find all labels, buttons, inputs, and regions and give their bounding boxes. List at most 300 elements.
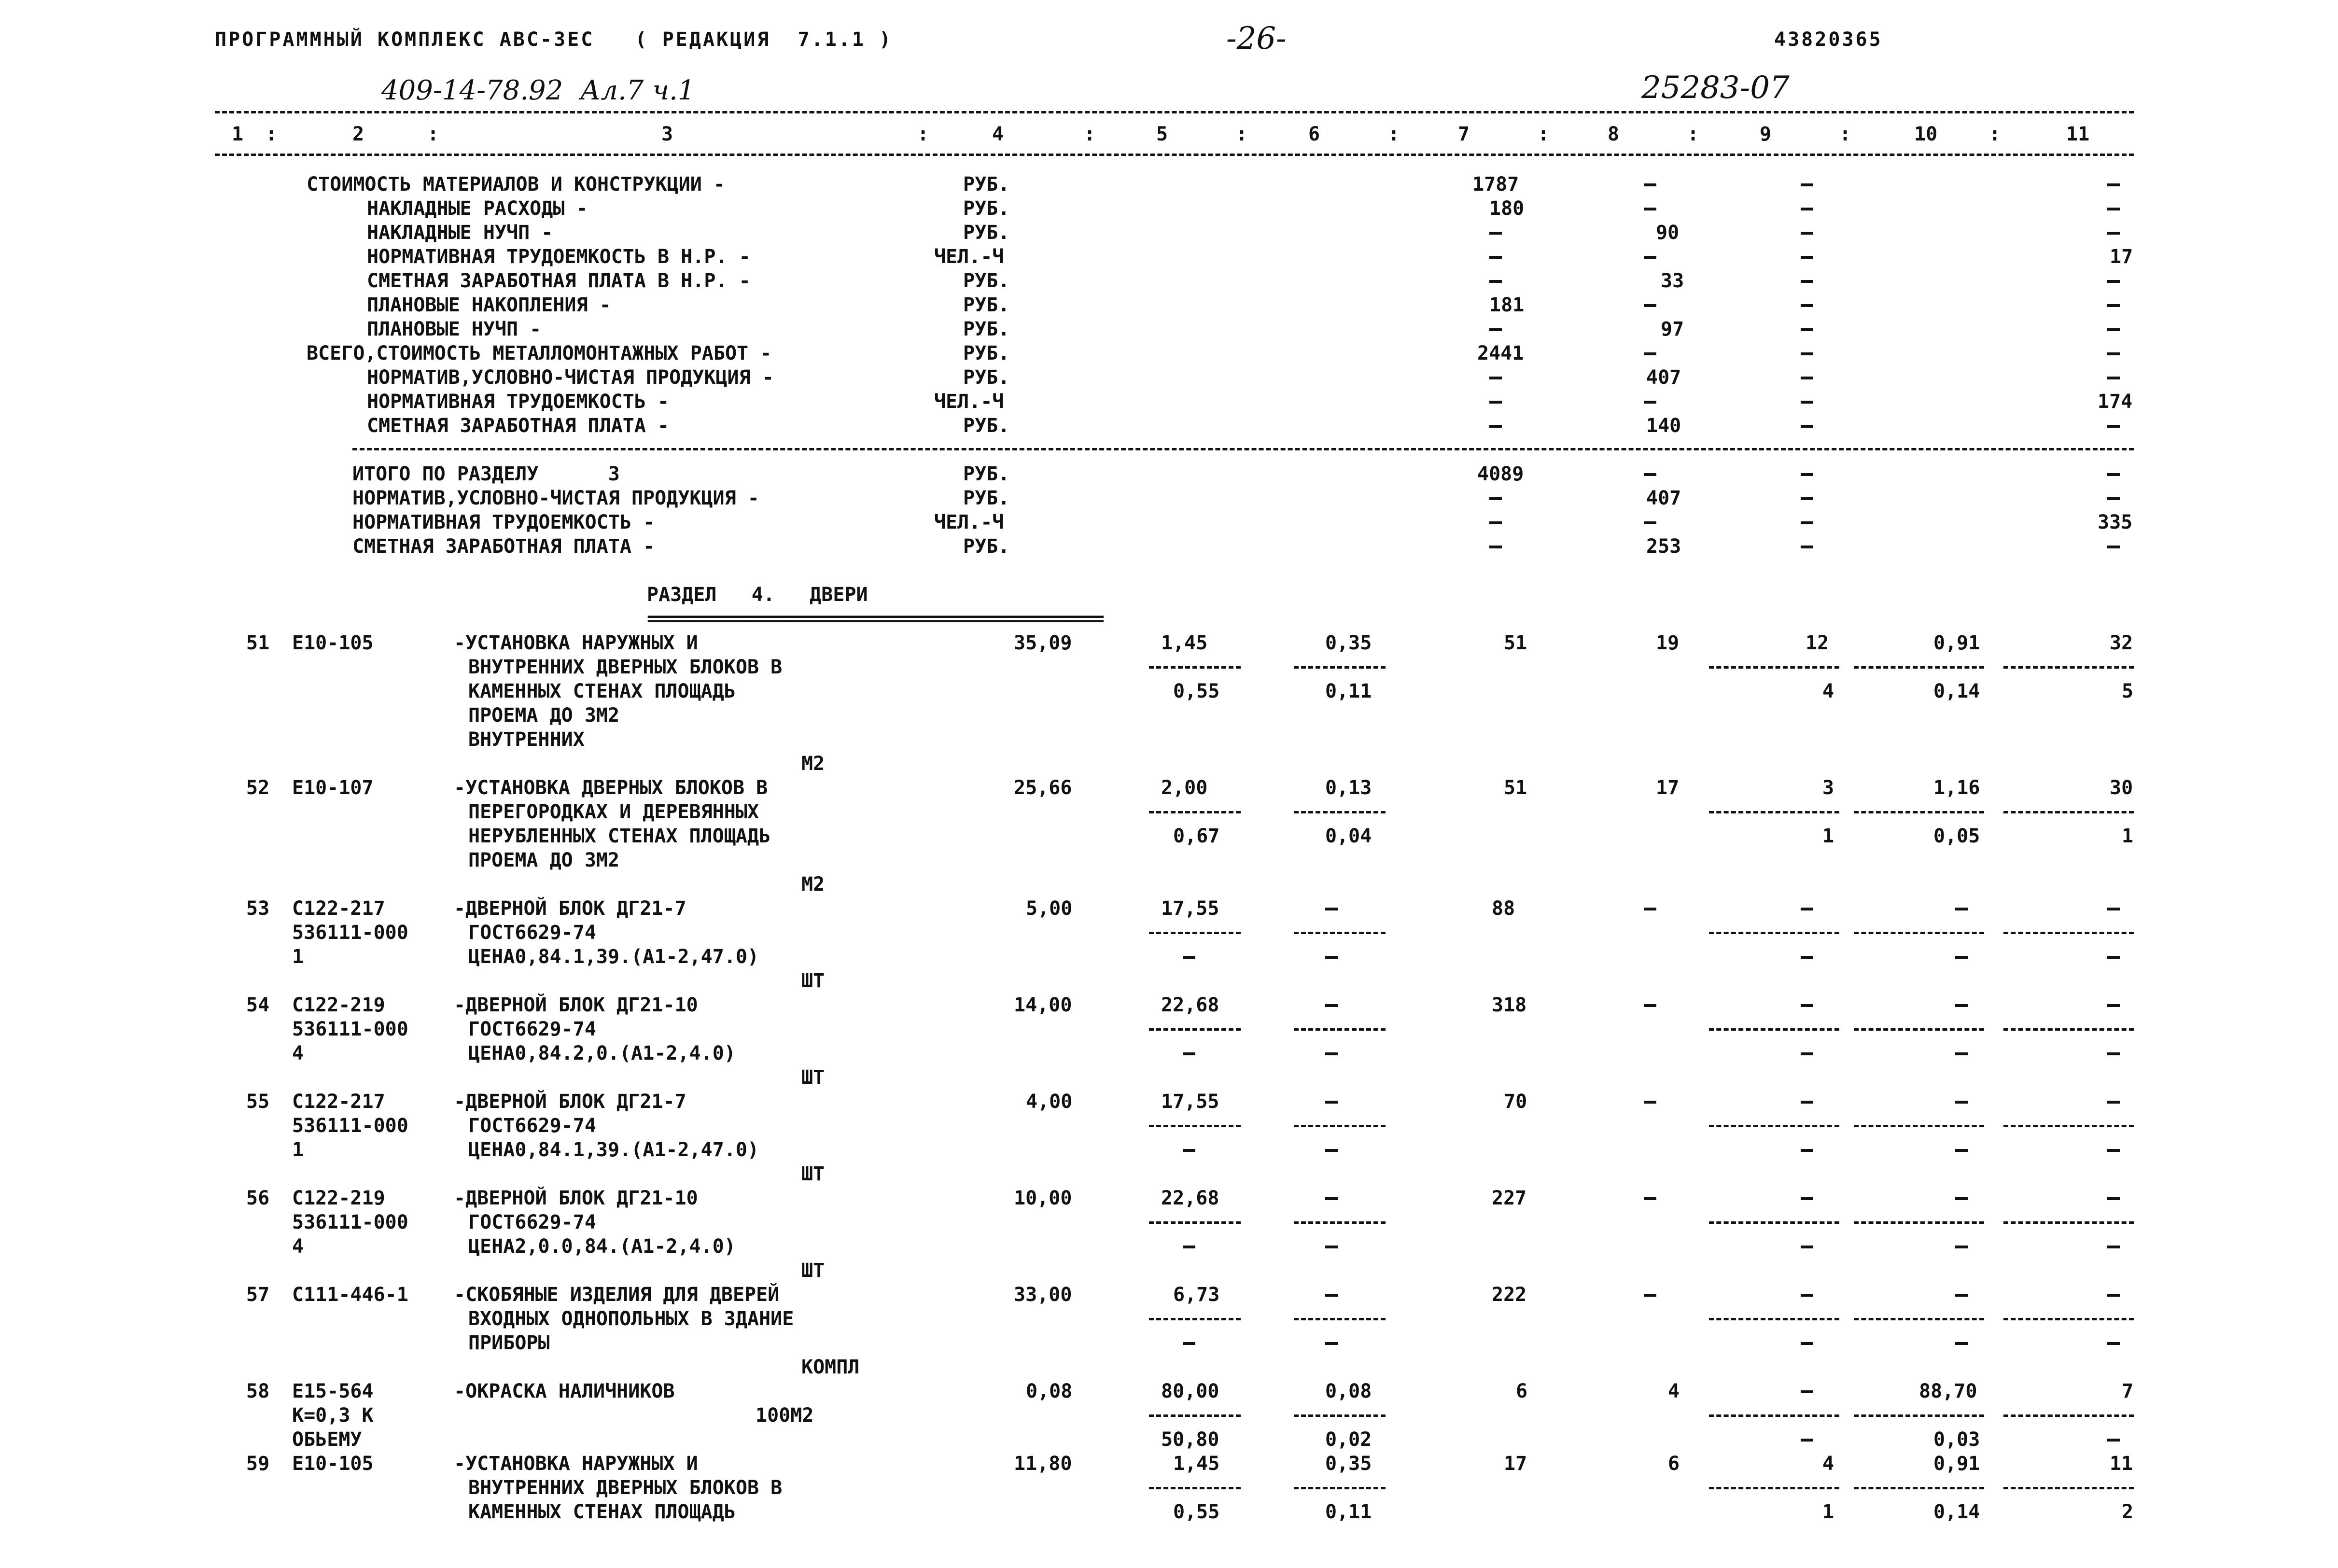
item-description: НЕРУБЛЕННЫХ СТЕНАХ ПЛОЩАДЬ bbox=[468, 825, 771, 847]
summary-unit: РУБ. bbox=[963, 463, 1010, 485]
summary-c8: 407 bbox=[1646, 366, 1681, 389]
divider bbox=[1149, 1125, 1241, 1127]
divider bbox=[1854, 666, 1984, 669]
summary-c7: 181 bbox=[1489, 294, 1525, 316]
dash-mark bbox=[1325, 1294, 1338, 1297]
dash-mark bbox=[1489, 377, 1502, 379]
item-code-2: 536111-000 bbox=[292, 1211, 408, 1233]
dash-mark bbox=[1644, 1101, 1656, 1104]
divider bbox=[1854, 1414, 1984, 1417]
item-c6: 0,35 bbox=[1325, 1453, 1372, 1475]
item-code-3: 1 bbox=[292, 946, 304, 968]
summary-c8: 407 bbox=[1646, 487, 1681, 509]
dash-mark bbox=[1801, 956, 1813, 959]
dash-mark bbox=[2107, 1052, 2120, 1055]
dash-mark bbox=[1801, 183, 1813, 186]
col-6: 6 bbox=[1308, 123, 1320, 145]
divider bbox=[1294, 1487, 1386, 1489]
item-c8: 19 bbox=[1656, 632, 1680, 654]
dash-mark bbox=[2107, 497, 2120, 500]
dash-mark bbox=[2107, 1342, 2120, 1345]
item-c8: 4 bbox=[1668, 1380, 1680, 1402]
item-c6: 0,08 bbox=[1325, 1380, 1372, 1402]
item-unit: ШТ bbox=[801, 1066, 825, 1089]
item-c6-sub: 0,11 bbox=[1325, 680, 1372, 702]
col-5: 5 bbox=[1156, 123, 1168, 145]
summary-label: ВСЕГО,СТОИМОСТЬ МЕТАЛЛОМОНТАЖНЫХ РАБОТ - bbox=[307, 342, 772, 364]
divider bbox=[1294, 811, 1386, 813]
item-description: -ДВЕРНОЙ БЛОК ДГ21-7 bbox=[454, 897, 686, 920]
dash-mark bbox=[2107, 908, 2120, 910]
item-c11: 30 bbox=[2110, 777, 2133, 799]
dash-mark bbox=[2107, 328, 2120, 331]
dash-mark bbox=[1489, 401, 1502, 404]
item-number: 58 bbox=[246, 1380, 270, 1402]
dash-mark bbox=[1325, 1004, 1338, 1007]
col-9: 9 bbox=[1760, 123, 1772, 145]
divider bbox=[1854, 1125, 1984, 1127]
item-code-3: 1 bbox=[292, 1139, 304, 1161]
dash-mark bbox=[1644, 352, 1656, 355]
divider bbox=[2003, 932, 2134, 934]
item-c5-sub: 50,80 bbox=[1161, 1428, 1219, 1451]
summary-label: СМЕТНАЯ ЗАРАБОТНАЯ ПЛАТА В Н.Р. - bbox=[367, 270, 751, 292]
item-description: ЦЕНА0,84.1,39.(А1-2,47.0) bbox=[468, 1139, 759, 1161]
dash-mark bbox=[1644, 908, 1656, 910]
item-number: 59 bbox=[246, 1453, 270, 1475]
item-c10: 1,16 bbox=[1933, 777, 1980, 799]
item-c9: 12 bbox=[1806, 632, 1829, 654]
summary-unit: РУБ. bbox=[963, 415, 1010, 437]
item-c9-sub: 1 bbox=[1822, 825, 1834, 847]
divider bbox=[2003, 811, 2134, 813]
item-description: ПРИБОРЫ bbox=[468, 1332, 550, 1354]
item-quantity: 11,80 bbox=[1014, 1453, 1072, 1475]
dash-mark bbox=[1644, 473, 1656, 476]
divider bbox=[1149, 1318, 1241, 1320]
item-description: ПЕРЕГОРОДКАХ И ДЕРЕВЯННЫХ bbox=[468, 801, 759, 823]
divider bbox=[1294, 666, 1386, 669]
dash-mark bbox=[1489, 521, 1502, 524]
dash-mark bbox=[1644, 304, 1656, 307]
dash-mark bbox=[1183, 956, 1195, 959]
divider bbox=[2003, 1028, 2134, 1031]
item-description: -ОКРАСКА НАЛИЧНИКОВ bbox=[454, 1380, 675, 1402]
item-c7: 6 bbox=[1516, 1380, 1528, 1402]
item-description: -ДВЕРНОЙ БЛОК ДГ21-10 bbox=[454, 994, 698, 1016]
summary-label: СМЕТНАЯ ЗАРАБОТНАЯ ПЛАТА - bbox=[367, 415, 670, 437]
divider bbox=[1149, 1221, 1241, 1224]
divider bbox=[1854, 932, 1984, 934]
dash-mark bbox=[1801, 304, 1813, 307]
summary-unit: РУБ. bbox=[963, 222, 1010, 244]
dash-mark bbox=[2107, 956, 2120, 959]
item-code: С111-446-1 bbox=[292, 1284, 408, 1306]
summary-unit: ЧЕЛ.-Ч bbox=[934, 391, 1004, 413]
dash-mark bbox=[1955, 1246, 1968, 1248]
item-c7: 227 bbox=[1492, 1187, 1527, 1209]
summary-unit: РУБ. bbox=[963, 366, 1010, 389]
item-description: ГОСТ6629-74 bbox=[468, 1115, 596, 1137]
dash-mark bbox=[1801, 352, 1813, 355]
divider bbox=[1854, 1487, 1984, 1489]
summary-c8: 90 bbox=[1656, 222, 1680, 244]
dash-mark bbox=[1801, 1294, 1813, 1297]
item-c7: 88 bbox=[1492, 897, 1515, 920]
item-c10: 0,91 bbox=[1933, 632, 1980, 654]
item-code: Е10-105 bbox=[292, 632, 374, 654]
item-description: -ДВЕРНОЙ БЛОК ДГ21-10 bbox=[454, 1187, 698, 1209]
summary-c11: 174 bbox=[2098, 391, 2133, 413]
item-c11: 7 bbox=[2122, 1380, 2134, 1402]
item-quantity: 4,00 bbox=[1026, 1091, 1073, 1113]
item-unit: ШТ bbox=[801, 970, 825, 992]
dash-mark bbox=[1325, 908, 1338, 910]
summary-c8: 33 bbox=[1661, 270, 1684, 292]
dash-mark bbox=[2107, 352, 2120, 355]
summary-label: НОРМАТИВНАЯ ТРУДОЕМКОСТЬ В Н.Р. - bbox=[367, 246, 751, 268]
divider bbox=[2003, 666, 2134, 669]
item-c5: 17,55 bbox=[1161, 1091, 1219, 1113]
item-code-2: 536111-000 bbox=[292, 1115, 408, 1137]
section-title: РАЗДЕЛ 4. ДВЕРИ bbox=[647, 584, 868, 606]
item-unit: М2 bbox=[801, 873, 825, 896]
item-c7: 51 bbox=[1504, 632, 1527, 654]
divider bbox=[1709, 811, 1839, 813]
item-code-2: 536111-000 bbox=[292, 1018, 408, 1040]
item-description: ЦЕНА0,84.2,0.(А1-2,4.0) bbox=[468, 1042, 736, 1064]
item-c9-sub: 1 bbox=[1822, 1501, 1834, 1523]
item-description: ГОСТ6629-74 bbox=[468, 922, 596, 944]
item-quantity: 33,00 bbox=[1014, 1284, 1072, 1306]
divider bbox=[1294, 1221, 1386, 1224]
summary-unit: РУБ. bbox=[963, 173, 1010, 196]
dash-mark bbox=[1801, 1149, 1813, 1152]
summary-c8: 97 bbox=[1661, 318, 1684, 340]
item-number: 53 bbox=[246, 897, 270, 920]
item-code: Е15-564 bbox=[292, 1380, 374, 1402]
item-description: ВНУТРЕННИХ ДВЕРНЫХ БЛОКОВ В bbox=[468, 1477, 783, 1499]
item-c10: 0,91 bbox=[1933, 1453, 1980, 1475]
summary-c7: 2441 bbox=[1477, 342, 1524, 364]
item-c11-sub: 1 bbox=[2122, 825, 2134, 847]
summary-c7: 1787 bbox=[1472, 173, 1519, 196]
summary-label: НОРМАТИВ,УСЛОВНО-ЧИСТАЯ ПРОДУКЦИЯ - bbox=[352, 487, 759, 509]
dash-mark bbox=[1489, 232, 1502, 235]
dash-mark bbox=[1955, 1004, 1968, 1007]
dash-mark bbox=[1801, 1439, 1813, 1442]
divider bbox=[1854, 1221, 1984, 1224]
dash-mark bbox=[2107, 304, 2120, 307]
divider bbox=[1709, 932, 1839, 934]
item-c9-sub: 4 bbox=[1822, 680, 1834, 702]
item-code: Е10-107 bbox=[292, 777, 374, 799]
dash-mark bbox=[1801, 521, 1813, 524]
divider bbox=[1149, 1487, 1241, 1489]
section-underline: =============================================== bbox=[647, 608, 1103, 630]
divider bbox=[2003, 1414, 2134, 1417]
item-c5-sub: 0,67 bbox=[1173, 825, 1220, 847]
item-c9: 3 bbox=[1822, 777, 1834, 799]
dash-mark bbox=[1801, 546, 1813, 548]
divider bbox=[2003, 1318, 2134, 1320]
item-c10-sub: 0,03 bbox=[1933, 1428, 1980, 1451]
item-description: ВНУТРЕННИХ bbox=[468, 728, 585, 751]
dash-mark bbox=[1955, 908, 1968, 910]
summary-c8: 140 bbox=[1646, 415, 1681, 437]
dash-mark bbox=[1801, 425, 1813, 428]
col-1: 1 bbox=[232, 123, 244, 145]
dash-mark bbox=[1801, 1004, 1813, 1007]
dash-mark bbox=[1644, 1294, 1656, 1297]
dash-mark bbox=[1801, 232, 1813, 235]
divider bbox=[1149, 932, 1241, 934]
summary-label: СТОИМОСТЬ МАТЕРИАЛОВ И КОНСТРУКЦИИ - bbox=[307, 173, 725, 196]
dash-mark bbox=[1801, 328, 1813, 331]
dash-mark bbox=[1325, 1101, 1338, 1104]
item-c7: 70 bbox=[1504, 1091, 1527, 1113]
item-description: -УСТАНОВКА НАРУЖНЫХ И bbox=[454, 632, 698, 654]
dash-mark bbox=[1489, 280, 1502, 283]
item-quantity: 5,00 bbox=[1026, 897, 1073, 920]
summary-c7: 4089 bbox=[1477, 463, 1524, 485]
divider bbox=[1709, 1125, 1839, 1127]
divider bbox=[1854, 1318, 1984, 1320]
item-c5: 2,00 bbox=[1161, 777, 1208, 799]
summary-unit: РУБ. bbox=[963, 270, 1010, 292]
item-c11: 32 bbox=[2110, 632, 2133, 654]
dash-mark bbox=[1644, 208, 1656, 210]
item-number: 55 bbox=[246, 1091, 270, 1113]
item-number: 54 bbox=[246, 994, 270, 1016]
item-c5: 6,73 bbox=[1173, 1284, 1220, 1306]
table-top-rule bbox=[215, 111, 2134, 113]
item-c5: 22,68 bbox=[1161, 994, 1219, 1016]
item-c8: 17 bbox=[1656, 777, 1680, 799]
dash-mark bbox=[1801, 377, 1813, 379]
dash-mark bbox=[1801, 1246, 1813, 1248]
divider bbox=[1149, 666, 1241, 669]
page-number: -26- bbox=[1226, 21, 1287, 56]
summary-label: НОРМАТИВ,УСЛОВНО-ЧИСТАЯ ПРОДУКЦИЯ - bbox=[367, 366, 774, 389]
dash-mark bbox=[1801, 1101, 1813, 1104]
dash-mark bbox=[2107, 1246, 2120, 1248]
dash-mark bbox=[1644, 1004, 1656, 1007]
summary-label: НОРМАТИВНАЯ ТРУДОЕМКОСТЬ - bbox=[352, 511, 655, 533]
item-number: 56 bbox=[246, 1187, 270, 1209]
dash-mark bbox=[1489, 425, 1502, 428]
dash-mark bbox=[1801, 1390, 1813, 1393]
item-c6: 0,13 bbox=[1325, 777, 1372, 799]
item-unit: 100М2 bbox=[756, 1404, 814, 1427]
item-code: С122-217 bbox=[292, 897, 385, 920]
dash-mark bbox=[1801, 256, 1813, 259]
summary-label: ИТОГО ПО РАЗДЕЛУ 3 bbox=[352, 463, 620, 485]
summary-label: НАКЛАДНЫЕ НУЧП - bbox=[367, 222, 553, 244]
item-code: С122-219 bbox=[292, 994, 385, 1016]
dash-mark bbox=[2107, 1197, 2120, 1200]
item-c5: 1,45 bbox=[1173, 1453, 1220, 1475]
item-description: ГОСТ6629-74 bbox=[468, 1018, 596, 1040]
item-c5-sub: 0,55 bbox=[1173, 1501, 1220, 1523]
dash-mark bbox=[1325, 1149, 1338, 1152]
divider bbox=[1149, 811, 1241, 813]
summary-unit: РУБ. bbox=[963, 535, 1010, 558]
divider bbox=[1294, 1125, 1386, 1127]
item-description: ЦЕНА2,0.0,84.(А1-2,4.0) bbox=[468, 1235, 736, 1258]
dash-mark bbox=[1183, 1052, 1195, 1055]
dash-mark bbox=[1801, 401, 1813, 404]
dash-mark bbox=[1489, 256, 1502, 259]
dash-mark bbox=[1644, 521, 1656, 524]
divider bbox=[1709, 666, 1839, 669]
dash-mark bbox=[1801, 1342, 1813, 1345]
summary-unit: РУБ. bbox=[963, 487, 1010, 509]
divider bbox=[1294, 1028, 1386, 1031]
item-code-3: 4 bbox=[292, 1042, 304, 1064]
divider bbox=[2003, 1125, 2134, 1127]
col-10: 10 bbox=[1914, 123, 1938, 145]
item-unit: КОМПЛ bbox=[801, 1356, 860, 1378]
item-description: ВХОДНЫХ ОДНОПОЛЬНЫХ В ЗДАНИЕ bbox=[468, 1308, 794, 1330]
item-number: 51 bbox=[246, 632, 270, 654]
summary-c7: 180 bbox=[1489, 197, 1525, 220]
divider bbox=[2003, 1487, 2134, 1489]
dash-mark bbox=[1801, 473, 1813, 476]
summary-c11: 17 bbox=[2110, 246, 2133, 268]
item-description: -СКОБЯНЫЕ ИЗДЕЛИЯ ДЛЯ ДВЕРЕЙ bbox=[454, 1284, 780, 1306]
col-11: 11 bbox=[2066, 123, 2090, 145]
item-unit: ШТ bbox=[801, 1163, 825, 1185]
item-quantity: 10,00 bbox=[1014, 1187, 1072, 1209]
summary-c11: 335 bbox=[2098, 511, 2133, 533]
item-code-3: ОБЬЕМУ bbox=[292, 1428, 362, 1451]
summary-label: СМЕТНАЯ ЗАРАБОТНАЯ ПЛАТА - bbox=[352, 535, 655, 558]
dash-mark bbox=[2107, 1149, 2120, 1152]
dash-mark bbox=[1325, 1197, 1338, 1200]
dash-mark bbox=[1955, 1101, 1968, 1104]
item-number: 57 bbox=[246, 1284, 270, 1306]
dash-mark bbox=[1955, 1052, 1968, 1055]
summary-unit: РУБ. bbox=[963, 197, 1010, 220]
item-description: ПРОЕМА ДО 3М2 bbox=[468, 849, 620, 871]
divider bbox=[1709, 1487, 1839, 1489]
item-c6-sub: 0,04 bbox=[1325, 825, 1372, 847]
item-code-2: 536111-000 bbox=[292, 922, 408, 944]
program-header: ПРОГРАММНЫЙ КОМПЛЕКС АВС-3ЕС ( РЕДАКЦИЯ 7.1.1 ) bbox=[215, 28, 893, 51]
summary-label: НАКЛАДНЫЕ РАСХОДЫ - bbox=[367, 197, 588, 220]
col-8: 8 bbox=[1608, 123, 1620, 145]
item-c7: 51 bbox=[1504, 777, 1527, 799]
item-unit: М2 bbox=[801, 753, 825, 775]
item-c5: 22,68 bbox=[1161, 1187, 1219, 1209]
col-2: 2 bbox=[352, 123, 364, 145]
summary-unit: РУБ. bbox=[963, 294, 1010, 316]
dash-mark bbox=[2107, 232, 2120, 235]
item-c7: 318 bbox=[1492, 994, 1527, 1016]
item-c11-sub: 5 bbox=[2122, 680, 2134, 702]
item-description: -УСТАНОВКА ДВЕРНЫХ БЛОКОВ В bbox=[454, 777, 768, 799]
item-quantity: 0,08 bbox=[1026, 1380, 1073, 1402]
item-c10: 88,70 bbox=[1919, 1380, 1977, 1402]
summary-unit: ЧЕЛ.-Ч bbox=[934, 511, 1004, 533]
dash-mark bbox=[2107, 1294, 2120, 1297]
divider bbox=[1709, 1028, 1839, 1031]
summary-rule bbox=[352, 448, 2134, 450]
item-description: ЦЕНА0,84.1,39.(А1-2,47.0) bbox=[468, 946, 759, 968]
item-c10-sub: 0,14 bbox=[1933, 1501, 1980, 1523]
divider bbox=[1149, 1028, 1241, 1031]
summary-label: НОРМАТИВНАЯ ТРУДОЕМКОСТЬ - bbox=[367, 391, 670, 413]
item-c7: 17 bbox=[1504, 1453, 1527, 1475]
dash-mark bbox=[1801, 208, 1813, 210]
dash-mark bbox=[1801, 908, 1813, 910]
item-c10-sub: 0,14 bbox=[1933, 680, 1980, 702]
doc-reference: 409-14-78.92 Ал.7 ч.1 bbox=[381, 75, 695, 106]
dash-mark bbox=[1489, 497, 1502, 500]
divider bbox=[2003, 1221, 2134, 1224]
dash-mark bbox=[1955, 1149, 1968, 1152]
divider bbox=[1294, 1414, 1386, 1417]
dash-mark bbox=[1325, 1342, 1338, 1345]
item-c6-sub: 0,11 bbox=[1325, 1501, 1372, 1523]
divider bbox=[1854, 1028, 1984, 1031]
divider bbox=[1294, 932, 1386, 934]
dash-mark bbox=[2107, 546, 2120, 548]
item-quantity: 35,09 bbox=[1014, 632, 1072, 654]
item-code-2: К=0,3 К bbox=[292, 1404, 374, 1427]
doc-code: 43820365 bbox=[1774, 28, 1883, 51]
dash-mark bbox=[2107, 377, 2120, 379]
dash-mark bbox=[1183, 1149, 1195, 1152]
divider bbox=[1709, 1318, 1839, 1320]
item-description: КАМЕННЫХ СТЕНАХ ПЛОЩАДЬ bbox=[468, 1501, 736, 1523]
dash-mark bbox=[2107, 425, 2120, 428]
dash-mark bbox=[2107, 473, 2120, 476]
dash-mark bbox=[1183, 1246, 1195, 1248]
dash-mark bbox=[1325, 1052, 1338, 1055]
summary-unit: РУБ. bbox=[963, 342, 1010, 364]
item-c8: 6 bbox=[1668, 1453, 1680, 1475]
dash-mark bbox=[1955, 1294, 1968, 1297]
divider bbox=[1709, 1414, 1839, 1417]
item-c10-sub: 0,05 bbox=[1933, 825, 1980, 847]
item-quantity: 25,66 bbox=[1014, 777, 1072, 799]
dash-mark bbox=[1955, 956, 1968, 959]
summary-unit: ЧЕЛ.-Ч bbox=[934, 246, 1004, 268]
item-c11: 11 bbox=[2110, 1453, 2133, 1475]
dash-mark bbox=[1325, 956, 1338, 959]
item-code: С122-217 bbox=[292, 1091, 385, 1113]
item-code: С122-219 bbox=[292, 1187, 385, 1209]
item-number: 52 bbox=[246, 777, 270, 799]
dash-mark bbox=[1644, 256, 1656, 259]
summary-c8: 253 bbox=[1646, 535, 1681, 558]
dash-mark bbox=[1801, 497, 1813, 500]
dash-mark bbox=[1955, 1342, 1968, 1345]
item-c5: 17,55 bbox=[1161, 897, 1219, 920]
item-c6: 0,35 bbox=[1325, 632, 1372, 654]
item-description: КАМЕННЫХ СТЕНАХ ПЛОЩАДЬ bbox=[468, 680, 736, 702]
col-7: 7 bbox=[1458, 123, 1470, 145]
dash-mark bbox=[1644, 183, 1656, 186]
dash-mark bbox=[1489, 546, 1502, 548]
dash-mark bbox=[1489, 328, 1502, 331]
item-c7: 222 bbox=[1492, 1284, 1527, 1306]
table-header-rule bbox=[215, 154, 2134, 156]
item-c11-sub: 2 bbox=[2122, 1501, 2134, 1523]
dash-mark bbox=[1183, 1342, 1195, 1345]
